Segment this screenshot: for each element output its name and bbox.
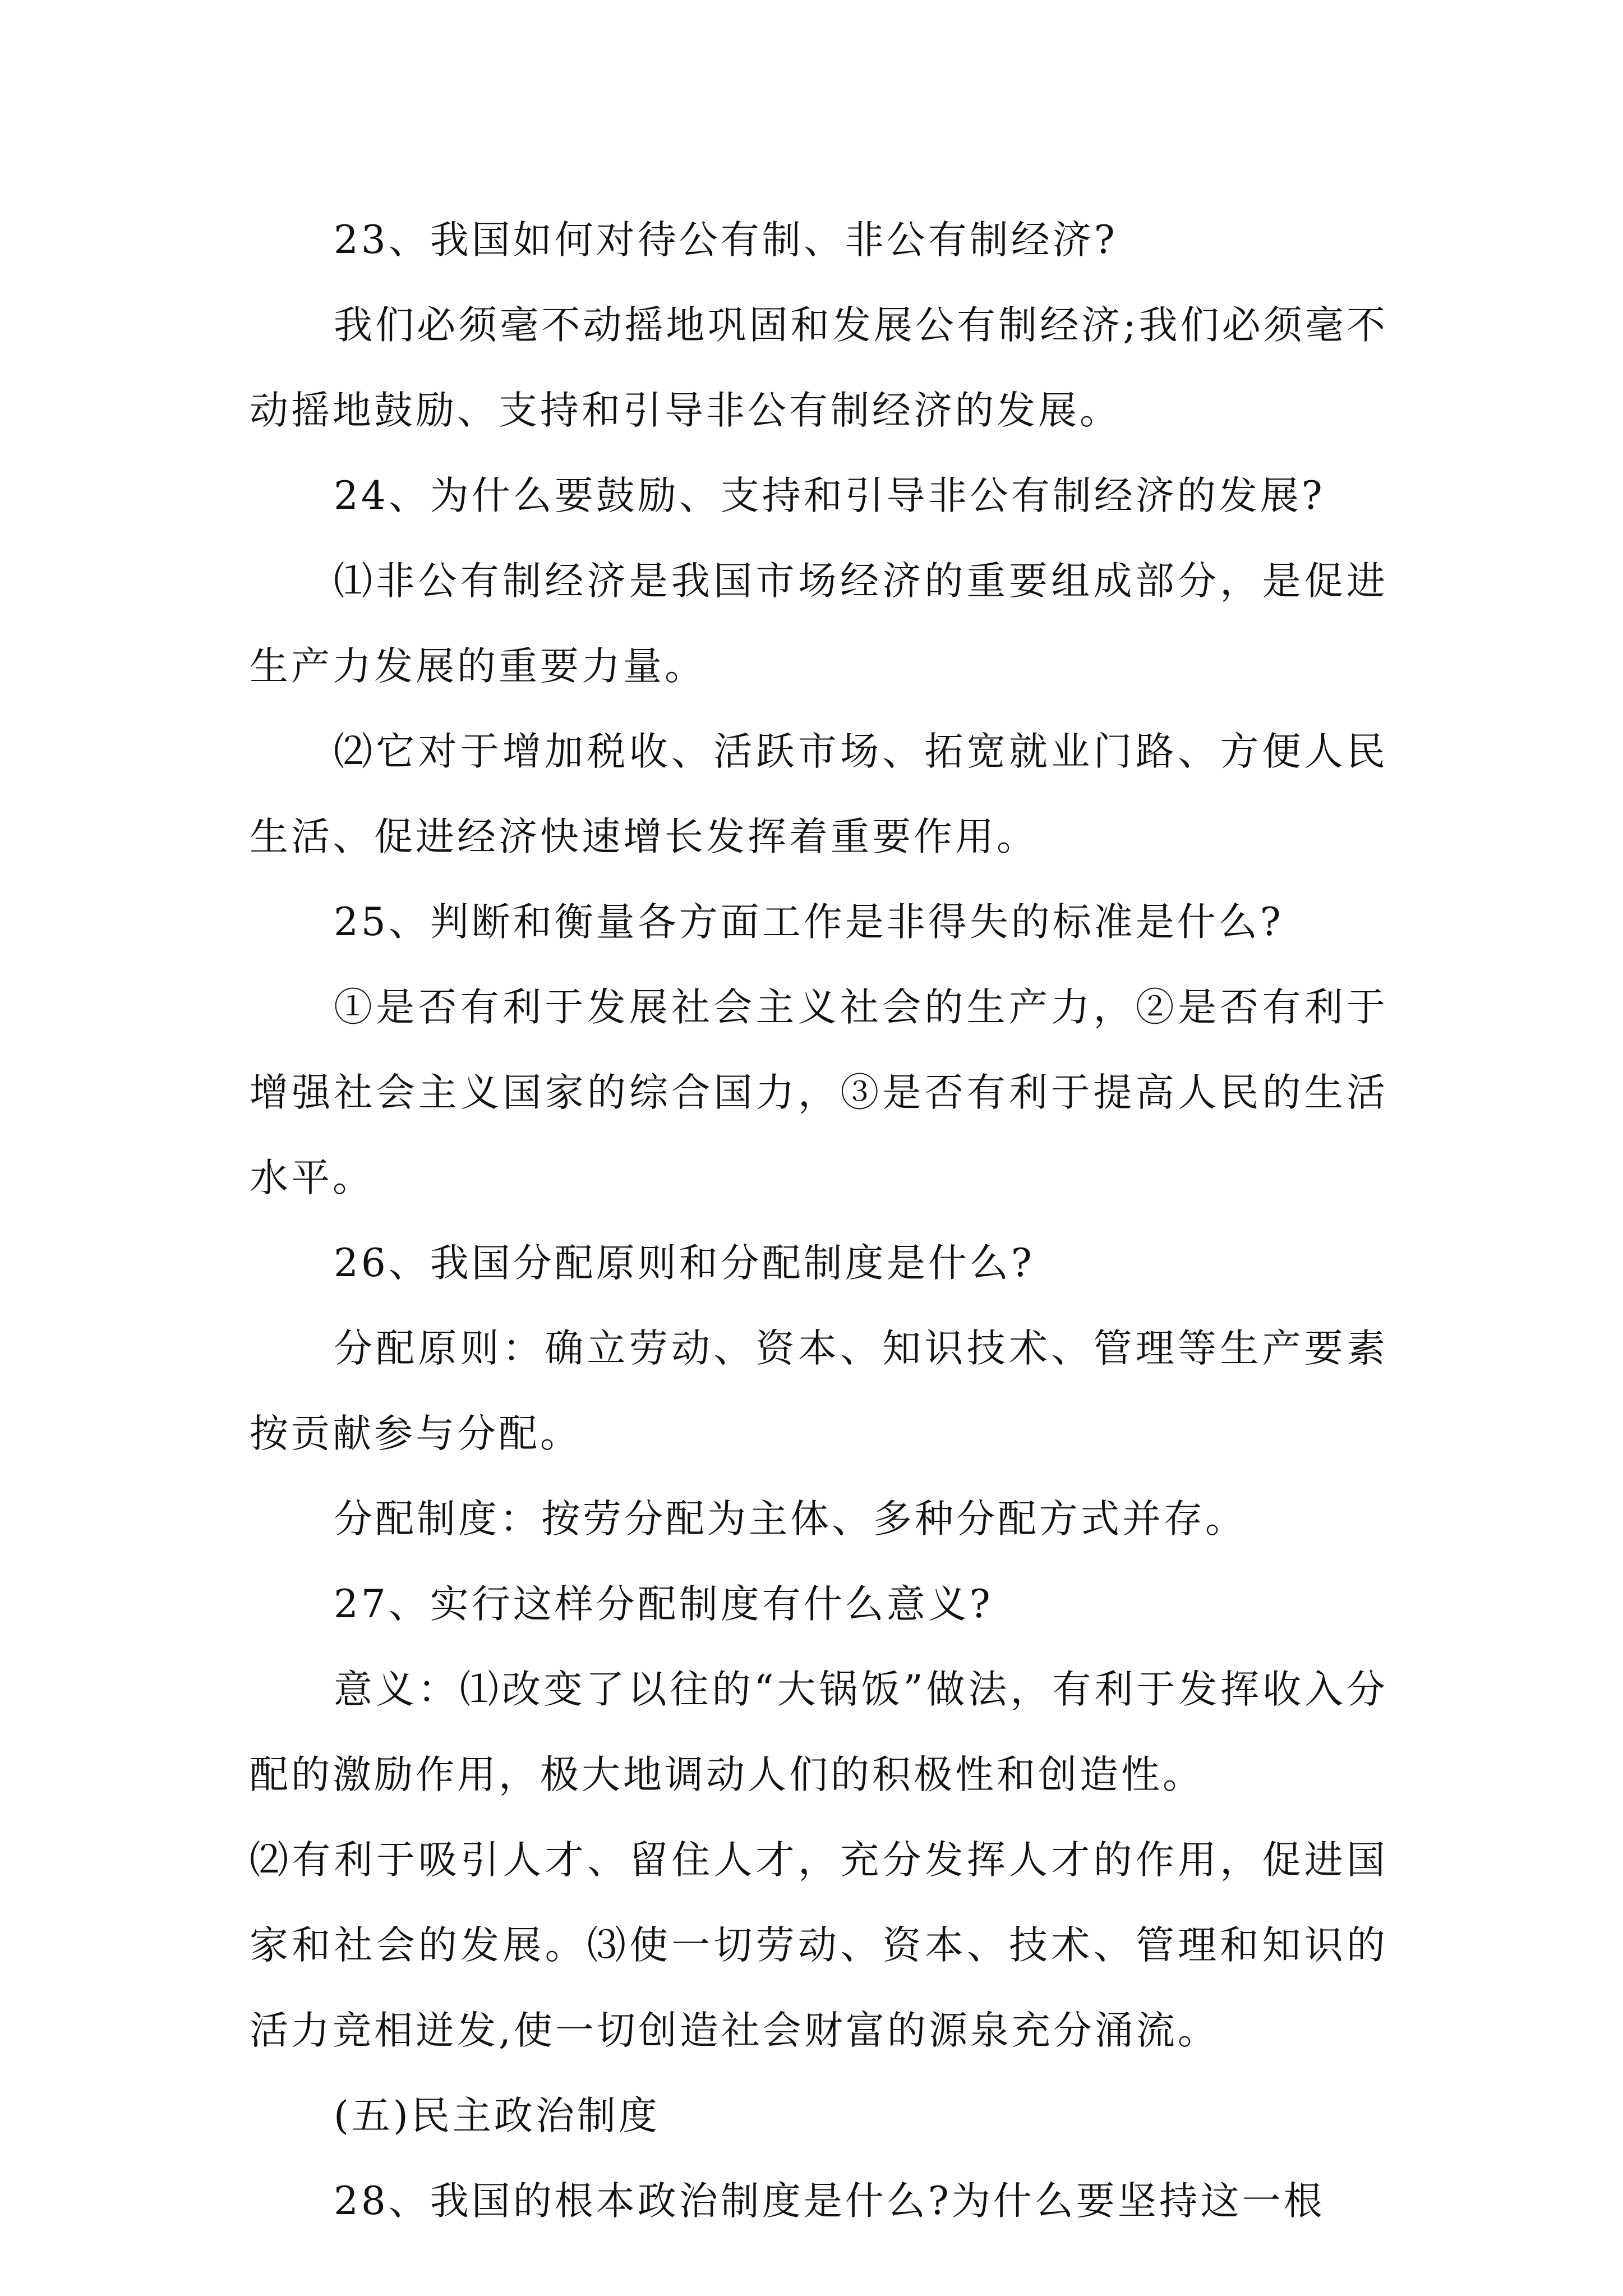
answer-25: ①是否有利于发展社会主义社会的生产力，②是否有利于增强社会主义国家的综合国力，③是否有利于提高人民的生活水平。 [250,985,1388,1200]
answer-27-point-1: 意义：⑴改变了以往的“大锅饭”做法，有利于发挥收入分配的激励作用，极大地调动人们的积极性和创造性。 [250,1667,1388,1797]
question-23: 23、我国如何对待公有制、非公有制经济? [334,218,1118,263]
section-heading-5: (五)民主政治制度 [334,2093,660,2138]
answer-23: 我们必须毫不动摇地巩固和发展公有制经济;我们必须毫不动摇地鼓励、支持和引导非公有制经济的发展。 [250,303,1388,433]
question-28: 28、我国的根本政治制度是什么?为什么要坚持这一根 [334,2179,1325,2224]
question-27: 27、实行这样分配制度有什么意义? [334,1582,993,1627]
answer-24-point-2: ⑵它对于增加税收、活跃市场、拓宽就业门路、方便人民生活、促进经济快速增长发挥着重要作用。 [250,729,1388,859]
answer-26-system: 分配制度：按劳分配为主体、多种分配方式并存。 [334,1497,1247,1542]
question-25: 25、判断和衡量各方面工作是非得失的标准是什么? [334,900,1284,945]
question-26: 26、我国分配原则和分配制度是什么? [334,1241,1035,1286]
question-24: 24、为什么要鼓励、支持和引导非公有制经济的发展? [334,473,1325,518]
answer-27-points-2-3: ⑵有利于吸引人才、留住人才，充分发挥人才的作用，促进国家和社会的发展。⑶使一切劳动、资本、技术、管理和知识的活力竞相迸发,使一切创造社会财富的源泉充分涌流。 [250,1838,1388,2053]
document-body [250,197,1388,2244]
answer-24-point-1: ⑴非公有制经济是我国市场经济的重要组成部分，是促进生产力发展的重要力量。 [250,559,1388,689]
answer-26-principle: 分配原则：确立劳动、资本、知识技术、管理等生产要素按贡献参与分配。 [250,1326,1388,1456]
